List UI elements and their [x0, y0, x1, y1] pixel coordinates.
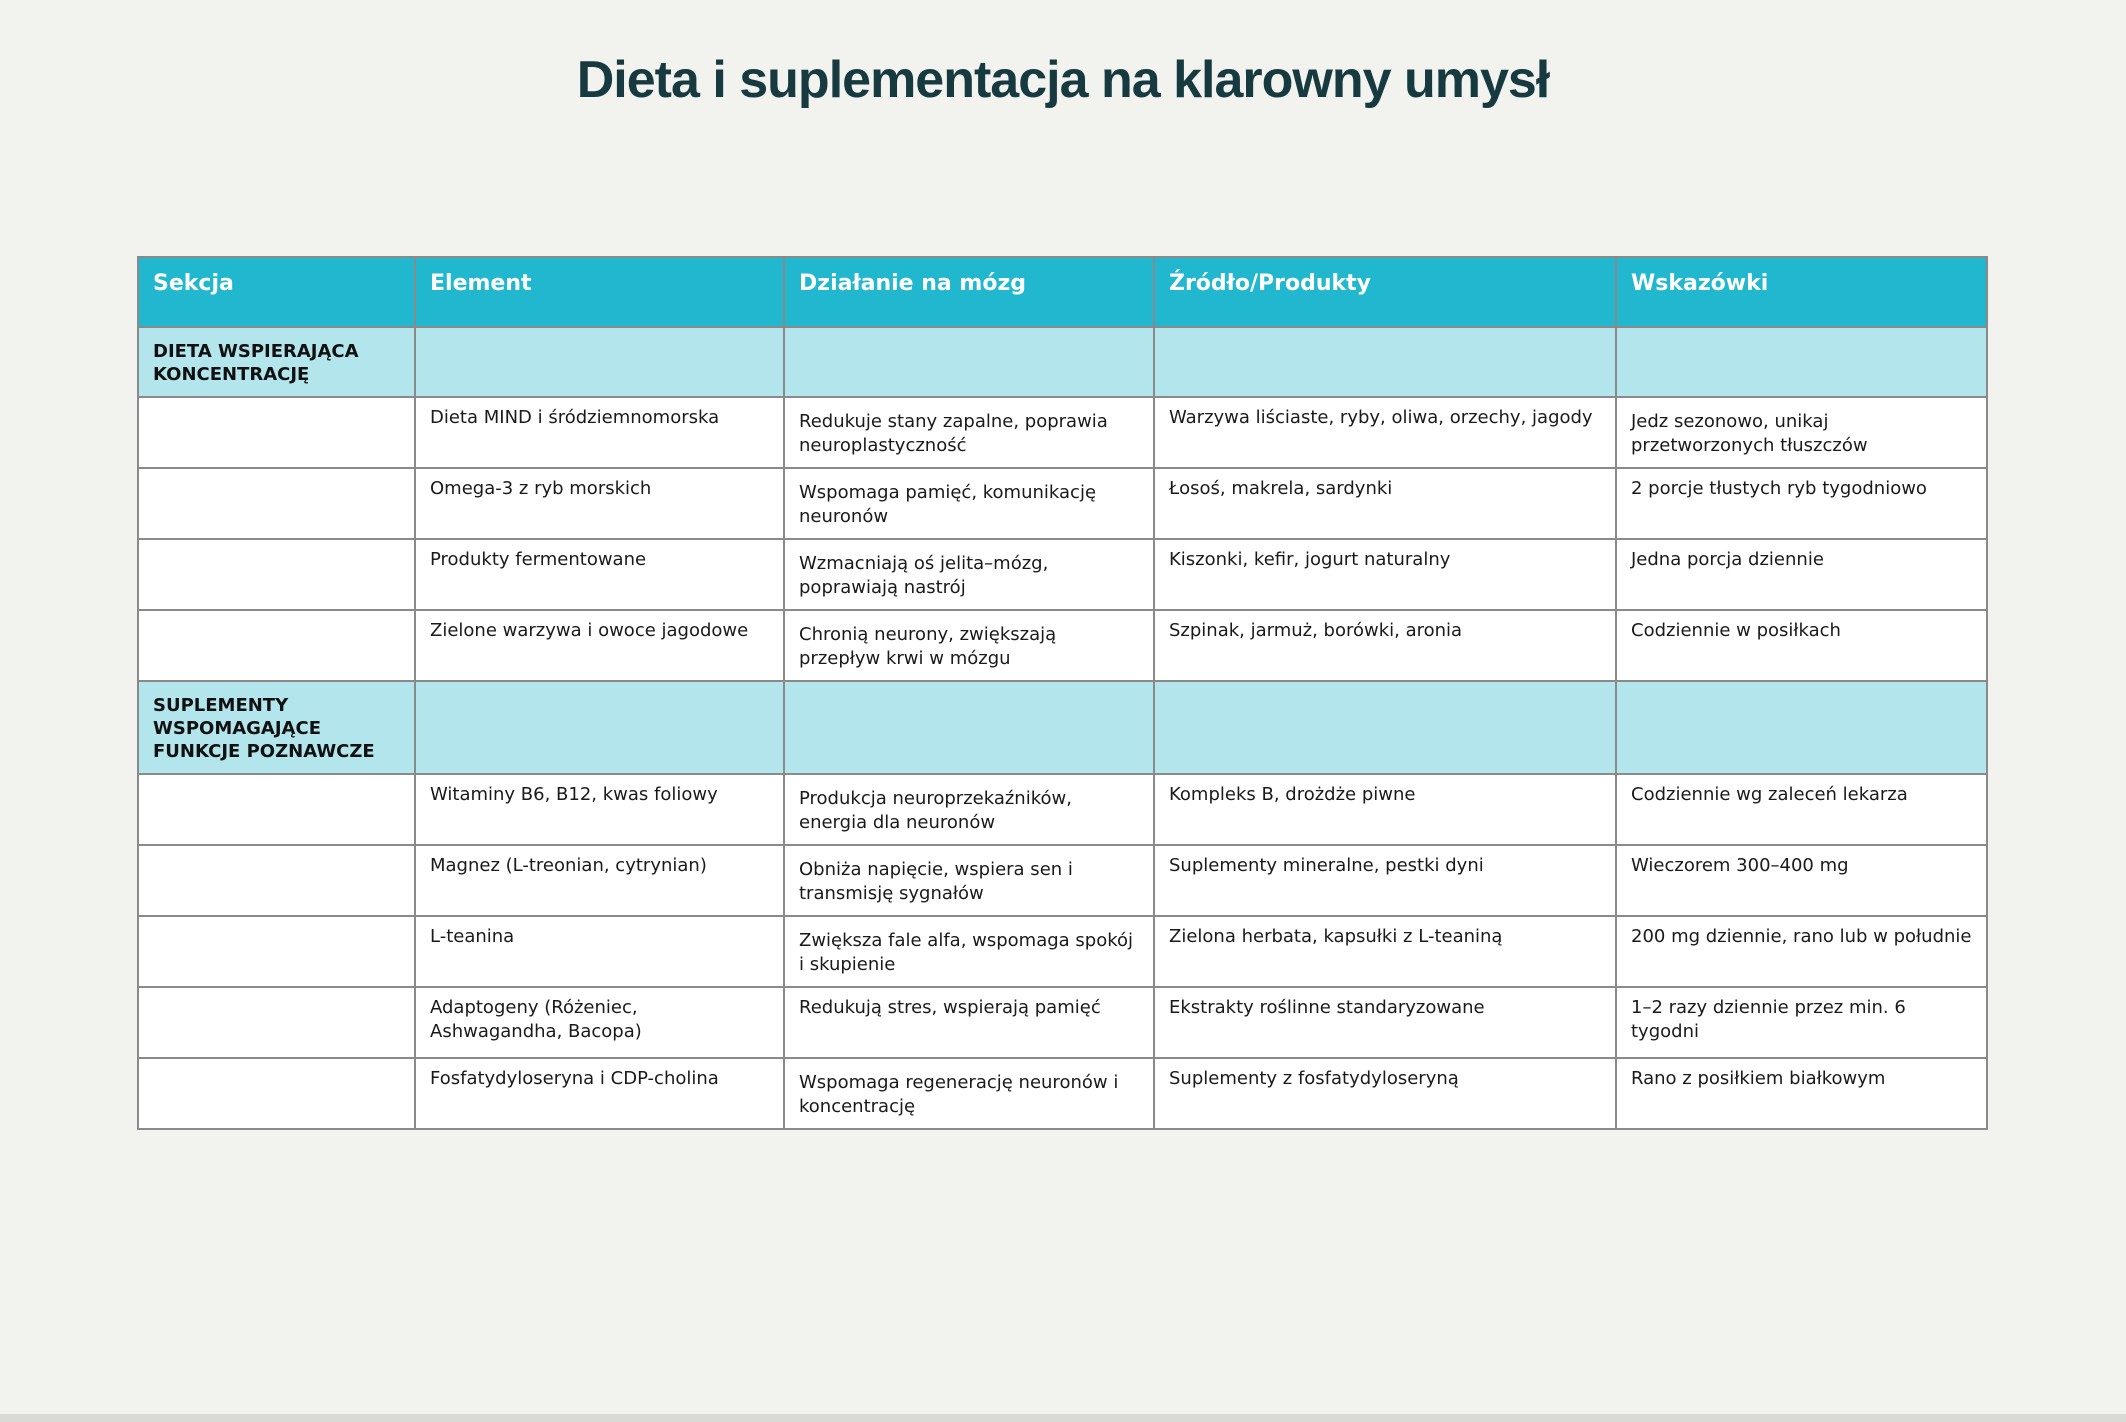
element-cell: Fosfatydyloseryna i CDP-cholina — [415, 1058, 784, 1129]
section-empty-cell — [1154, 681, 1616, 774]
column-header-tips: Wskazówki — [1616, 257, 1987, 327]
column-header-brain-effect: Działanie na mózg — [784, 257, 1154, 327]
section-row — [138, 681, 1987, 774]
section-empty-cell — [784, 681, 1154, 774]
source-cell: Warzywa liściaste, ryby, oliwa, orzechy, jagody — [1154, 397, 1616, 468]
section-empty-cell — [1154, 327, 1616, 397]
table-row — [138, 397, 1987, 468]
diet-supplement-table — [137, 256, 1988, 1130]
effect-cell: Produkcja neuroprzekaźników, energia dla neuronów — [784, 774, 1154, 845]
tips-cell: Codziennie w posiłkach — [1616, 610, 1987, 681]
page-title: Dieta i suplementacja na klarowny umysł — [576, 51, 1550, 109]
source-cell: Suplementy mineralne, pestki dyni — [1154, 845, 1616, 916]
source-cell: Kiszonki, kefir, jogurt naturalny — [1154, 539, 1616, 610]
effect-cell: Zwiększa fale alfa, wspomaga spokój i skupienie — [784, 916, 1154, 987]
tips-cell: Codziennie wg zaleceń lekarza — [1616, 774, 1987, 845]
source-cell: Ekstrakty roślinne standaryzowane — [1154, 987, 1616, 1058]
column-header-section: Sekcja — [138, 257, 415, 327]
section-row — [138, 327, 1987, 397]
table-row — [138, 468, 1987, 539]
section-cell — [138, 468, 415, 539]
section-cell — [138, 1058, 415, 1129]
section-cell — [138, 774, 415, 845]
section-empty-cell — [1616, 681, 1987, 774]
column-header-source: Źródło/Produkty — [1154, 257, 1616, 327]
table-row — [138, 610, 1987, 681]
table-row — [138, 845, 1987, 916]
element-cell: Zielone warzywa i owoce jagodowe — [415, 610, 784, 681]
section-title: SUPLEMENTY WSPOMAGAJĄCE FUNKCJE POZNAWCZE — [138, 681, 415, 774]
table-container — [137, 256, 1986, 1130]
effect-cell: Chronią neurony, zwiększają przepływ krwi w mózgu — [784, 610, 1154, 681]
bottom-scroll-track — [0, 1414, 2126, 1422]
section-cell — [138, 987, 415, 1058]
tips-cell: Jedna porcja dziennie — [1616, 539, 1987, 610]
element-cell: Produkty fermentowane — [415, 539, 784, 610]
section-empty-cell — [1616, 327, 1987, 397]
element-cell: Adaptogeny (Różeniec, Ashwagandha, Bacopa) — [415, 987, 784, 1058]
tips-cell: Wieczorem 300–400 mg — [1616, 845, 1987, 916]
section-empty-cell — [415, 681, 784, 774]
section-cell — [138, 610, 415, 681]
table-row — [138, 539, 1987, 610]
tips-cell: 200 mg dziennie, rano lub w południe — [1616, 916, 1987, 987]
table-row — [138, 774, 1987, 845]
section-cell — [138, 397, 415, 468]
table-header-row — [138, 257, 1987, 327]
element-cell: L-teanina — [415, 916, 784, 987]
effect-cell: Redukują stres, wspierają pamięć — [784, 987, 1154, 1058]
effect-cell: Obniża napięcie, wspiera sen i transmisję sygnałów — [784, 845, 1154, 916]
column-header-element: Element — [415, 257, 784, 327]
section-cell — [138, 845, 415, 916]
table-row — [138, 1058, 1987, 1129]
tips-cell: 1–2 razy dziennie przez min. 6 tygodni — [1616, 987, 1987, 1058]
effect-cell: Wspomaga regenerację neuronów i koncentrację — [784, 1058, 1154, 1129]
source-cell: Suplementy z fosfatydyloseryną — [1154, 1058, 1616, 1129]
element-cell: Witaminy B6, B12, kwas foliowy — [415, 774, 784, 845]
source-cell: Szpinak, jarmuż, borówki, aronia — [1154, 610, 1616, 681]
source-cell: Zielona herbata, kapsułki z L-teaniną — [1154, 916, 1616, 987]
effect-cell: Redukuje stany zapalne, poprawia neuroplastyczność — [784, 397, 1154, 468]
source-cell: Łosoś, makrela, sardynki — [1154, 468, 1616, 539]
element-cell: Omega-3 z ryb morskich — [415, 468, 784, 539]
effect-cell: Wzmacniają oś jelita–mózg, poprawiają nastrój — [784, 539, 1154, 610]
tips-cell: 2 porcje tłustych ryb tygodniowo — [1616, 468, 1987, 539]
effect-cell: Wspomaga pamięć, komunikację neuronów — [784, 468, 1154, 539]
table-row — [138, 987, 1987, 1058]
section-title: DIETA WSPIERAJĄCA KONCENTRACJĘ — [138, 327, 415, 397]
source-cell: Kompleks B, drożdże piwne — [1154, 774, 1616, 845]
element-cell: Magnez (L-treonian, cytrynian) — [415, 845, 784, 916]
element-cell: Dieta MIND i śródziemnomorska — [415, 397, 784, 468]
tips-cell: Jedz sezonowo, unikaj przetworzonych tłuszczów — [1616, 397, 1987, 468]
tips-cell: Rano z posiłkiem białkowym — [1616, 1058, 1987, 1129]
section-empty-cell — [784, 327, 1154, 397]
section-cell — [138, 539, 415, 610]
table-row — [138, 916, 1987, 987]
section-cell — [138, 916, 415, 987]
section-empty-cell — [415, 327, 784, 397]
